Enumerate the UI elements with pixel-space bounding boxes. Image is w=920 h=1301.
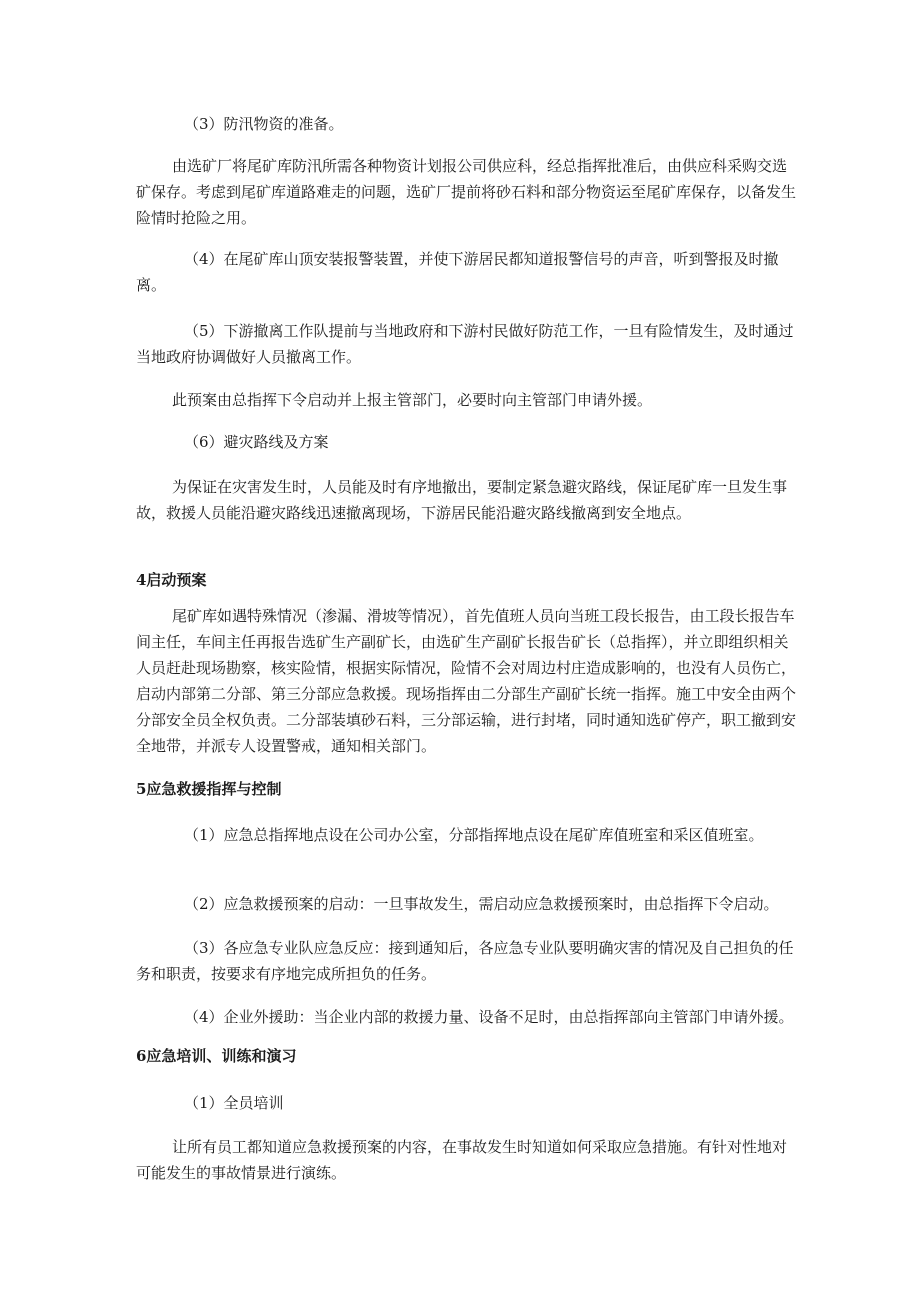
paragraph-command-location: （1）应急总指挥地点设在公司办公室，分部指挥地点设在尾矿库值班室和采区值班室。 bbox=[184, 826, 764, 844]
paragraph-plan-start: （2）应急救援预案的启动：一旦事故发生，需启动应急救援预案时，由总指挥下令启动。 bbox=[184, 895, 779, 913]
section-heading-6: 6应急培训、训练和演习 bbox=[136, 1047, 297, 1065]
paragraph-start-plan-body: 尾矿库如遇特殊情况（渗漏、滑坡等情况），首先值班人员向当班工段长报告，由工段长报告车间主任，车间主任再报告选矿生产副矿长，由选矿生产副矿长报告矿长（总指挥），并立即组织相关人员赶赴现场勘察，核实险情，根据实际情况，险情不会对周边村庄造成影响的，也没有人员伤亡，启动内部第二分部、第三分部应急救援。现场指挥由二分部生产副矿长统一指挥。施工中安全由两个分部安全员全权负责。二分部装填砂石料，三分部运输，进行封堵，同时通知选矿停产，职工撤到安全地带，并派专人设置警戒，通知相关部门。 bbox=[136, 607, 797, 755]
paragraph-evacuation-team: （5）下游撤离工作队提前与当地政府和下游村民做好防范工作，一旦有险情发生，及时通过当地政府协调做好人员撤离工作。 bbox=[136, 322, 794, 366]
paragraph-training-body: 让所有员工都知道应急救援预案的内容，在事故发生时知道如何采取应急措施。有针对性地对可能发生的事故情景进行演练。 bbox=[136, 1138, 788, 1182]
paragraph-flood-supplies-body: 由选矿厂将尾矿库防汛所需各种物资计划报公司供应科，经总指挥批准后，由供应科采购交选矿保存。考虑到尾矿库道路难走的问题，选矿厂提前将砂石料和部分物资运至尾矿库保存，以备发生险情时抢险之用。 bbox=[136, 157, 797, 227]
paragraph-team-response: （3）各应急专业队应急反应：接到通知后，各应急专业队要明确灾害的情况及自己担负的任务和职责，按要求有序地完成所担负的任务。 bbox=[136, 939, 794, 983]
paragraph-escape-route-heading: （6）避灾路线及方案 bbox=[184, 433, 329, 451]
paragraph-plan-activation: 此预案由总指挥下令启动并上报主管部门，必要时向主管部门申请外援。 bbox=[172, 391, 653, 409]
paragraph-escape-route-body: 为保证在灾害发生时，人员能及时有序地撤出，要制定紧急避灾路线，保证尾矿库一旦发生事故，救援人员能沿避灾路线迅速撤离现场，下游居民能沿避灾路线撤离到安全地点。 bbox=[136, 478, 788, 522]
paragraph-external-aid: （4）企业外援助：当企业内部的救援力量、设备不足时，由总指挥部向主管部门申请外援。 bbox=[184, 1008, 794, 1026]
paragraph-alarm-device: （4）在尾矿库山顶安装报警装置，并使下游居民都知道报警信号的声音，听到警报及时撤离。 bbox=[136, 250, 779, 294]
paragraph-all-staff-training: （1）全员培训 bbox=[184, 1094, 284, 1112]
paragraph-flood-supplies-heading: （3）防汛物资的准备。 bbox=[184, 115, 344, 133]
section-heading-4: 4启动预案 bbox=[136, 571, 207, 589]
section-heading-5: 5应急救援指挥与控制 bbox=[136, 780, 282, 798]
